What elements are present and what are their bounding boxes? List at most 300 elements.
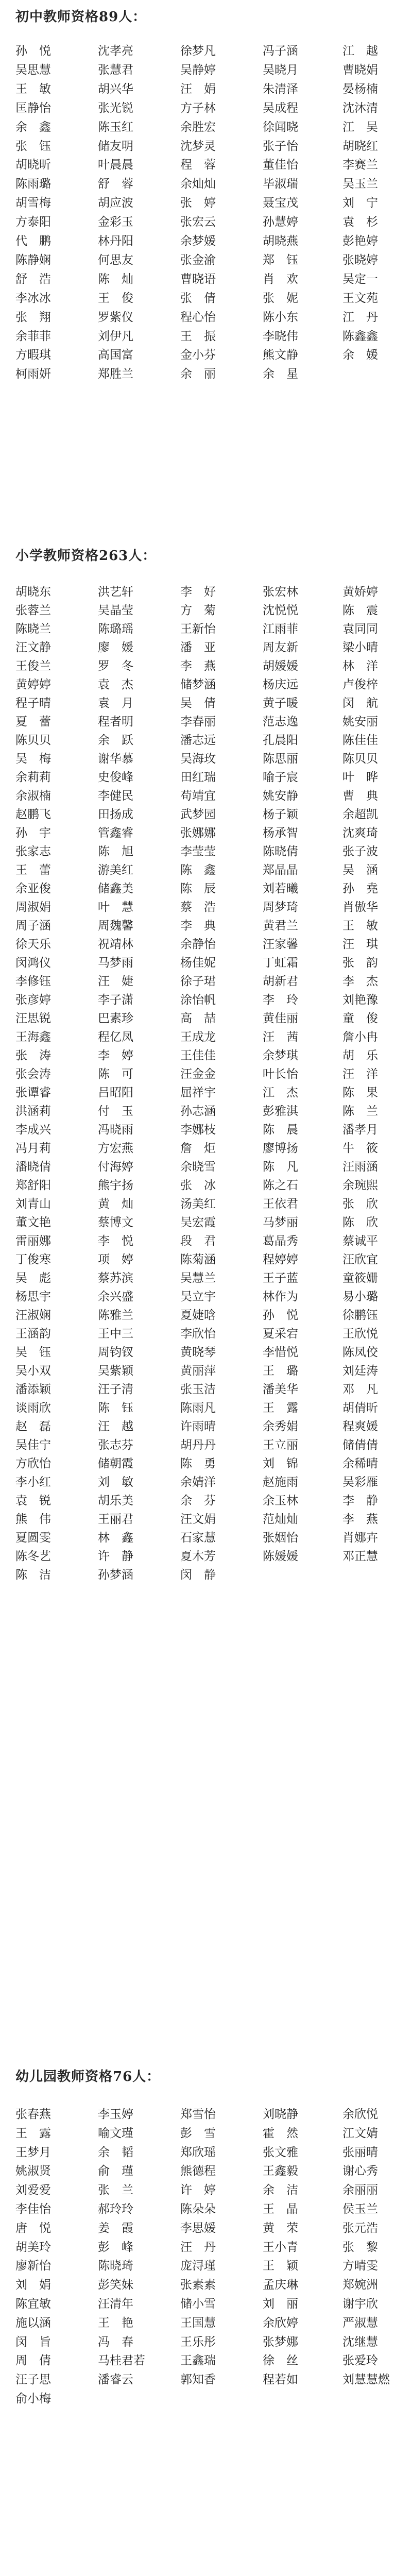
name-item: 曹晓语 xyxy=(180,272,216,286)
name-item: 郑婉洲 xyxy=(342,2278,378,2292)
name-item: 廖新怡 xyxy=(15,2259,51,2273)
name-item: 余亚俊 xyxy=(15,882,51,895)
name-item: 吴晓月 xyxy=(263,63,298,77)
name-item: 李冰冰 xyxy=(15,291,51,305)
name-item: 王文苑 xyxy=(342,291,378,305)
name-item: 王中三 xyxy=(98,1327,133,1341)
name-item: 余晓雪 xyxy=(180,1160,216,1174)
name-item: 杨佳妮 xyxy=(180,956,216,970)
name-item: 张梦娜 xyxy=(263,2335,298,2349)
name-item: 谢心秀 xyxy=(342,2164,378,2178)
name-item: 江 越 xyxy=(342,44,378,58)
name-item: 唐 悦 xyxy=(15,2221,51,2235)
name-item: 周钧钗 xyxy=(98,1346,133,1359)
name-item: 叶晨晨 xyxy=(98,158,133,172)
name-item: 彭笑妹 xyxy=(98,2278,133,2292)
name-item: 胡丹丹 xyxy=(180,1438,216,1452)
name-item: 李春丽 xyxy=(180,715,216,728)
name-item: 金彩玉 xyxy=(98,215,133,229)
name-item: 刘爱爱 xyxy=(15,2183,51,2197)
name-item: 林作为 xyxy=(263,1290,298,1303)
name-item: 陈凤佼 xyxy=(342,1346,378,1359)
name-item: 汪金金 xyxy=(180,1067,216,1081)
name-item: 张晓婷 xyxy=(342,253,378,267)
name-item: 孙 宇 xyxy=(15,826,51,840)
name-item: 夏 蕾 xyxy=(15,715,51,728)
name-item: 罗 冬 xyxy=(98,659,133,673)
name-item: 程者明 xyxy=(98,715,133,728)
name-item: 姚淑贤 xyxy=(15,2164,51,2178)
name-item: 黄佳丽 xyxy=(263,1012,298,1025)
name-item: 彭艳婷 xyxy=(342,234,378,248)
name-item: 李思媛 xyxy=(180,2221,216,2235)
name-item: 程子晴 xyxy=(15,697,51,710)
name-item: 程爽媛 xyxy=(342,1420,378,1433)
name-item: 李成兴 xyxy=(15,1123,51,1137)
name-item: 闵 航 xyxy=(342,697,378,710)
name-item: 陈小东 xyxy=(263,310,298,324)
name-item: 李惜悦 xyxy=(263,1346,298,1359)
name-item: 王欣悦 xyxy=(342,1327,378,1341)
name-item: 方子林 xyxy=(180,101,216,115)
name-item: 汪思锐 xyxy=(15,1012,51,1025)
name-item: 郑 钰 xyxy=(263,253,298,267)
name-item: 张姻怡 xyxy=(263,1531,298,1545)
name-item: 张 倩 xyxy=(180,291,216,305)
name-item: 张宏林 xyxy=(263,585,298,599)
name-item: 张文雅 xyxy=(263,2145,298,2159)
name-item: 黄婷婷 xyxy=(15,678,51,691)
name-item: 冯月莉 xyxy=(15,1142,51,1155)
section-title: 幼儿园教师资格76人： xyxy=(15,2069,161,2084)
name-item: 曹 典 xyxy=(342,789,378,803)
name-item: 姚安丽 xyxy=(342,715,378,728)
name-item: 徐闻晓 xyxy=(263,120,298,134)
name-item: 胡晓燕 xyxy=(263,234,298,248)
name-item: 汪 丹 xyxy=(180,2240,216,2254)
name-item: 喻文瑾 xyxy=(98,2126,133,2140)
name-item: 廖博扬 xyxy=(263,1142,298,1155)
name-item: 姜 霞 xyxy=(98,2221,133,2235)
name-item: 张娜娜 xyxy=(180,826,216,840)
name-item: 刘 娟 xyxy=(15,2278,51,2292)
name-item: 沈悦悦 xyxy=(263,604,298,617)
name-item: 张 钰 xyxy=(15,139,51,153)
name-item: 熊文静 xyxy=(263,348,298,362)
name-item: 张 黎 xyxy=(342,2240,378,2254)
name-item: 张 婷 xyxy=(180,196,216,210)
name-item: 赵 磊 xyxy=(15,1420,51,1433)
name-item: 王国慧 xyxy=(180,2316,216,2330)
name-item: 张素素 xyxy=(180,2278,216,2292)
name-item: 高国富 xyxy=(98,348,133,362)
name-item: 熊 伟 xyxy=(15,1513,51,1526)
name-item: 管鑫睿 xyxy=(98,826,133,840)
name-item: 胡雪梅 xyxy=(15,196,51,210)
name-item: 邓正慧 xyxy=(342,1550,378,1563)
name-item: 汪 洋 xyxy=(342,1067,378,1081)
name-item: 许 静 xyxy=(98,1550,133,1563)
name-item: 王丽君 xyxy=(98,1513,133,1526)
name-item: 郑胜兰 xyxy=(98,367,133,381)
name-item: 方晴雯 xyxy=(342,2259,378,2273)
name-item: 夏婕晗 xyxy=(180,1309,216,1322)
name-item: 程 蓉 xyxy=(180,158,216,172)
name-item: 余丽丽 xyxy=(342,2183,378,2197)
name-item: 汪 茜 xyxy=(263,1030,298,1044)
name-item: 段 君 xyxy=(180,1234,216,1248)
name-item: 张慧君 xyxy=(98,63,133,77)
name-item: 陈晓琦 xyxy=(98,2259,133,2273)
name-item: 胡应波 xyxy=(98,196,133,210)
name-item: 董佳怡 xyxy=(263,158,298,172)
name-item: 余梦媛 xyxy=(180,234,216,248)
name-item: 王 敏 xyxy=(342,919,378,933)
name-item: 梁小晴 xyxy=(342,641,378,654)
name-item: 潘美华 xyxy=(263,1383,298,1396)
name-item: 陈 旭 xyxy=(98,845,133,858)
name-item: 范灿灿 xyxy=(263,1513,298,1526)
name-item: 余胜宏 xyxy=(180,120,216,134)
name-item: 张春燕 xyxy=(15,2108,51,2121)
name-item: 王成龙 xyxy=(180,1030,216,1044)
name-item: 张家志 xyxy=(15,845,51,858)
name-item: 陈雅兰 xyxy=(98,1309,133,1322)
name-item: 张会涛 xyxy=(15,1067,51,1081)
name-item: 孔晨阳 xyxy=(263,734,298,747)
name-item: 匡静怡 xyxy=(15,101,51,115)
name-item: 史俊峰 xyxy=(98,771,133,784)
section-title: 初中教师资格89人： xyxy=(15,9,147,25)
name-item: 沈孝亮 xyxy=(98,44,133,58)
name-item: 胡 乐 xyxy=(342,1049,378,1062)
name-item: 吴慧兰 xyxy=(180,1272,216,1285)
name-item: 胡晓红 xyxy=(342,139,378,153)
name-item: 王新怡 xyxy=(180,622,216,636)
name-item: 施以涵 xyxy=(15,2316,51,2330)
name-item: 夏圆雯 xyxy=(15,1531,51,1545)
name-item: 祝靖林 xyxy=(98,938,133,951)
name-item: 余婧洋 xyxy=(180,1476,216,1489)
name-item: 张玉洁 xyxy=(180,1383,216,1396)
name-item: 张丽晴 xyxy=(342,2145,378,2159)
name-item: 刘 锦 xyxy=(263,1457,298,1470)
name-item: 余欣婷 xyxy=(263,2316,298,2330)
name-item: 蔡诚平 xyxy=(342,1234,378,1248)
name-item: 俞小梅 xyxy=(15,2392,51,2405)
name-item: 吴 钰 xyxy=(15,1346,51,1359)
name-item: 郭知香 xyxy=(180,2373,216,2387)
name-item: 沈梦灵 xyxy=(180,139,216,153)
name-item: 汪 越 xyxy=(98,1420,133,1433)
name-item: 李莹莹 xyxy=(180,845,216,858)
name-item: 肖傲华 xyxy=(342,901,378,914)
name-item: 胡晓东 xyxy=(15,585,51,599)
name-item: 郑晶晶 xyxy=(263,863,298,877)
name-item: 沈继慧 xyxy=(342,2335,378,2349)
name-item: 刘 敏 xyxy=(98,1476,133,1489)
name-item: 王鑫毅 xyxy=(263,2164,298,2178)
name-item: 黄 荣 xyxy=(263,2221,298,2235)
name-item: 余超凯 xyxy=(342,808,378,821)
name-item: 闵鸿仪 xyxy=(15,956,51,970)
name-item: 袁 锐 xyxy=(15,1494,51,1507)
name-item: 张 妮 xyxy=(263,291,298,305)
name-item: 潘志远 xyxy=(180,734,216,747)
name-item: 田扬成 xyxy=(98,808,133,821)
name-item: 喻子宸 xyxy=(263,771,298,784)
name-item: 李 燕 xyxy=(180,659,216,673)
name-item: 储梦涵 xyxy=(180,678,216,691)
name-item: 李 玲 xyxy=(263,993,298,1007)
name-item: 吴佳宁 xyxy=(15,1438,51,1452)
name-item: 沈爽琦 xyxy=(342,826,378,840)
name-item: 陈 果 xyxy=(342,1086,378,1099)
name-item: 李 杰 xyxy=(342,975,378,988)
name-item: 王鑫瑞 xyxy=(180,2354,216,2368)
name-item: 李欣怡 xyxy=(180,1327,216,1341)
name-item: 彭 雪 xyxy=(180,2126,216,2140)
name-item: 李娜枝 xyxy=(180,1123,216,1137)
name-item: 霍 然 xyxy=(263,2126,298,2140)
name-item: 吴晶莹 xyxy=(98,604,133,617)
name-item: 李玉婷 xyxy=(98,2108,133,2121)
name-item: 刘 宁 xyxy=(342,196,378,210)
name-item: 储友明 xyxy=(98,139,133,153)
name-item: 陈 钰 xyxy=(98,1401,133,1415)
name-item: 余 媛 xyxy=(342,348,378,362)
name-item: 彭 峰 xyxy=(98,2240,133,2254)
name-item: 陈 洁 xyxy=(15,1568,51,1582)
name-item: 徐子珺 xyxy=(180,975,216,988)
name-item: 金小芬 xyxy=(180,348,216,362)
name-item: 吴彩雁 xyxy=(342,1476,378,1489)
name-item: 石家慧 xyxy=(180,1531,216,1545)
name-item: 叶 晔 xyxy=(342,771,378,784)
name-item: 余菲菲 xyxy=(15,329,51,343)
name-item: 洪艺轩 xyxy=(98,585,133,599)
name-item: 游美红 xyxy=(98,863,133,877)
name-item: 余静怡 xyxy=(180,938,216,951)
name-item: 刘廷涛 xyxy=(342,1364,378,1378)
name-item: 黄娇婷 xyxy=(342,585,378,599)
name-item: 张志芬 xyxy=(98,1438,133,1452)
name-item: 陈贝贝 xyxy=(15,734,51,747)
section-title: 小学教师资格263人： xyxy=(15,548,157,564)
name-item: 王海鑫 xyxy=(15,1030,51,1044)
name-item: 余淑楠 xyxy=(15,789,51,803)
name-item: 杨庆远 xyxy=(263,678,298,691)
name-item: 余 鑫 xyxy=(15,120,51,134)
name-item: 赵鹏飞 xyxy=(15,808,51,821)
name-item: 余灿灿 xyxy=(180,177,216,191)
name-item: 黄君兰 xyxy=(263,919,298,933)
name-item: 侯玉兰 xyxy=(342,2202,378,2216)
name-item: 熊宇扬 xyxy=(98,1179,133,1192)
name-item: 冯晓雨 xyxy=(98,1123,133,1137)
name-item: 杨承智 xyxy=(263,826,298,840)
name-item: 张元浩 xyxy=(342,2221,378,2235)
name-item: 王 蕾 xyxy=(15,863,51,877)
name-item: 刘慧慧燃 xyxy=(342,2373,390,2387)
name-item: 陈 晨 xyxy=(263,1123,298,1137)
name-item: 张金渝 xyxy=(180,253,216,267)
name-item: 黄丽萍 xyxy=(180,1364,216,1378)
name-item: 陈宜敏 xyxy=(15,2297,51,2311)
name-item: 李佳怡 xyxy=(15,2202,51,2216)
name-item: 邓 凡 xyxy=(342,1383,378,1396)
name-item: 陈晓兰 xyxy=(15,622,51,636)
name-item: 江 丹 xyxy=(342,310,378,324)
name-item: 郑雪怡 xyxy=(180,2108,216,2121)
name-item: 李 燕 xyxy=(342,1513,378,1526)
name-item: 曹晓娟 xyxy=(342,63,378,77)
name-item: 闵 旨 xyxy=(15,2335,51,2349)
name-item: 陈之石 xyxy=(263,1179,298,1192)
name-item: 储倩倩 xyxy=(342,1438,378,1452)
name-item: 吴 倩 xyxy=(180,697,216,710)
name-item: 高 喆 xyxy=(180,1012,216,1025)
name-item: 周梦琦 xyxy=(263,901,298,914)
name-item: 张子波 xyxy=(342,845,378,858)
name-item: 徐鹏钰 xyxy=(342,1309,378,1322)
name-item: 吴思慧 xyxy=(15,63,51,77)
name-item: 陈玉红 xyxy=(98,120,133,134)
name-item: 肖 欢 xyxy=(263,272,298,286)
name-item: 赵施雨 xyxy=(263,1476,298,1489)
name-item: 王乐彤 xyxy=(180,2335,216,2349)
name-item: 陈雨璐 xyxy=(15,177,51,191)
name-item: 潘孝月 xyxy=(342,1123,378,1137)
name-item: 余 跃 xyxy=(98,734,133,747)
name-item: 王 璐 xyxy=(263,1364,298,1378)
name-item: 王涵韵 xyxy=(15,1327,51,1341)
name-item: 柯雨妍 xyxy=(15,367,51,381)
name-item: 陈静娴 xyxy=(15,253,51,267)
name-item: 孙梦涵 xyxy=(98,1568,133,1582)
name-item: 林 洋 xyxy=(342,659,378,673)
name-item: 马梦雨 xyxy=(98,956,133,970)
name-item: 许 婷 xyxy=(180,2183,216,2197)
name-item: 童筱姗 xyxy=(342,1272,378,1285)
name-item: 程婷婷 xyxy=(263,1253,298,1266)
name-item: 张子怡 xyxy=(263,139,298,153)
name-item: 袁 月 xyxy=(98,697,133,710)
name-item: 付 玉 xyxy=(98,1105,133,1118)
name-item: 肖娜卉 xyxy=(342,1531,378,1545)
name-item: 余稀晴 xyxy=(342,1457,378,1470)
name-item: 陈璐瑶 xyxy=(98,622,133,636)
name-item: 丁俊寒 xyxy=(15,1253,51,1266)
name-item: 舒 浩 xyxy=(15,272,51,286)
name-item: 江 杰 xyxy=(263,1086,298,1099)
name-item: 陈 辰 xyxy=(180,882,216,895)
name-item: 汪雨涵 xyxy=(342,1160,378,1174)
name-item: 王梦月 xyxy=(15,2145,51,2159)
name-item: 潘添颖 xyxy=(15,1383,51,1396)
name-item: 储小雪 xyxy=(180,2297,216,2311)
name-item: 朱清泽 xyxy=(263,82,298,96)
name-item: 林丹阳 xyxy=(98,234,133,248)
name-item: 刘 丽 xyxy=(263,2297,298,2311)
name-item: 严淑慧 xyxy=(342,2316,378,2330)
name-item: 王 露 xyxy=(15,2126,51,2140)
name-item: 王立丽 xyxy=(263,1438,298,1452)
name-item: 潘晓倩 xyxy=(15,1160,51,1174)
name-item: 陈 鑫 xyxy=(180,863,216,877)
name-item: 方暇琪 xyxy=(15,348,51,362)
name-item: 陈 震 xyxy=(342,604,378,617)
name-item: 刘青山 xyxy=(15,1197,51,1211)
name-item: 程亿凤 xyxy=(98,1030,133,1044)
name-item: 陈菊涵 xyxy=(180,1253,216,1266)
name-item: 孙 悦 xyxy=(15,44,51,58)
name-item: 余欣悦 xyxy=(342,2108,378,2121)
name-item: 徐 丝 xyxy=(263,2354,298,2368)
name-item: 储朝霞 xyxy=(98,1457,133,1470)
name-item: 吴紫颖 xyxy=(98,1364,133,1378)
name-item: 蔡 浩 xyxy=(180,901,216,914)
name-item: 代 鹏 xyxy=(15,234,51,248)
name-item: 郝玲玲 xyxy=(98,2202,133,2216)
name-item: 吴玉兰 xyxy=(342,177,378,191)
name-item: 胡倩昕 xyxy=(342,1401,378,1415)
name-item: 聂宝茂 xyxy=(263,196,298,210)
name-item: 谈雨欣 xyxy=(15,1401,51,1415)
name-item: 郑舒阳 xyxy=(15,1179,51,1192)
name-item: 姚安静 xyxy=(263,789,298,803)
name-item: 李子潇 xyxy=(98,993,133,1007)
name-item: 周子涵 xyxy=(15,919,51,933)
name-item: 孙慧婷 xyxy=(263,215,298,229)
name-item: 冯 春 xyxy=(98,2335,133,2349)
name-item: 陈 灿 xyxy=(98,272,133,286)
name-item: 舒 蓉 xyxy=(98,177,133,191)
name-item: 余 芬 xyxy=(180,1494,216,1507)
name-item: 葛晶秀 xyxy=(263,1234,298,1248)
name-item: 余 丽 xyxy=(180,367,216,381)
name-item: 陈朵朵 xyxy=(180,2202,216,2216)
name-item: 熊德程 xyxy=(180,2164,216,2178)
name-item: 余玉林 xyxy=(263,1494,298,1507)
name-item: 杨思宇 xyxy=(15,1290,51,1303)
name-item: 吴静婷 xyxy=(180,63,216,77)
name-item: 项 婷 xyxy=(98,1253,133,1266)
name-item: 方宏燕 xyxy=(98,1142,133,1155)
name-item: 江文婧 xyxy=(342,2126,378,2140)
name-item: 储鑫美 xyxy=(98,882,133,895)
name-item: 汪家馨 xyxy=(263,938,298,951)
name-item: 毕淑瑞 xyxy=(263,177,298,191)
name-item: 李修钰 xyxy=(15,975,51,988)
name-item: 李赛兰 xyxy=(342,158,378,172)
name-item: 沈沐清 xyxy=(342,101,378,115)
name-item: 周魏馨 xyxy=(98,919,133,933)
name-item: 刘晓静 xyxy=(263,2108,298,2121)
name-item: 张蓉兰 xyxy=(15,604,51,617)
name-item: 陈 可 xyxy=(98,1067,133,1081)
name-item: 孙志涵 xyxy=(180,1105,216,1118)
name-item: 夏采宕 xyxy=(263,1327,298,1341)
name-item: 范志逸 xyxy=(263,715,298,728)
name-item: 王 振 xyxy=(180,329,216,343)
name-item: 陈雨凡 xyxy=(180,1401,216,1415)
name-item: 詹 炬 xyxy=(180,1142,216,1155)
name-item: 陈媛媛 xyxy=(263,1550,298,1563)
name-item: 黄子暖 xyxy=(263,697,298,710)
name-item: 吴小双 xyxy=(15,1364,51,1378)
name-item: 周 倩 xyxy=(15,2354,51,2368)
